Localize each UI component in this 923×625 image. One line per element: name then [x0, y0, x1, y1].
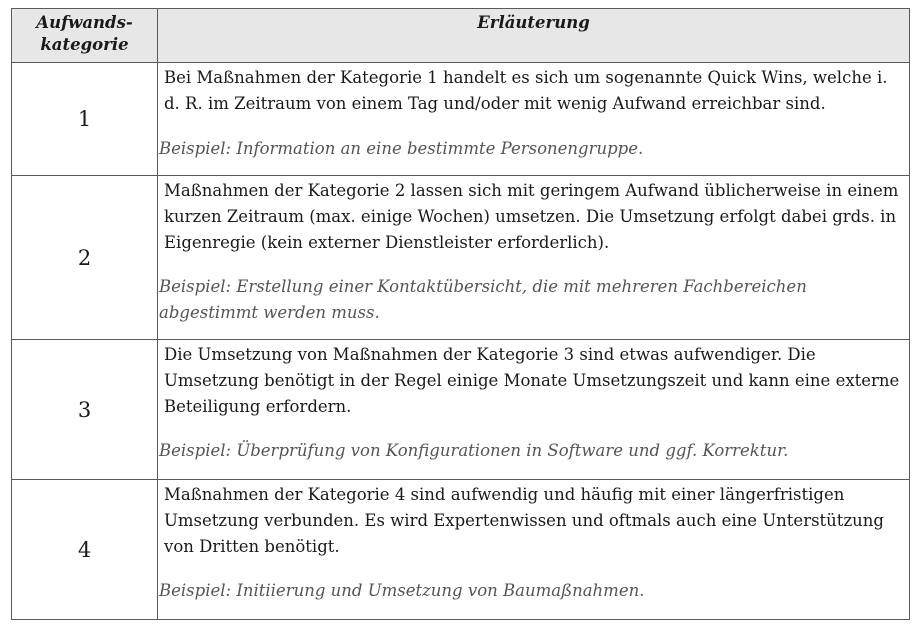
- explanation-cell: [158, 340, 910, 480]
- category-number: 1: [12, 63, 158, 176]
- explanation-cell: [158, 480, 910, 620]
- explanation-text: Bei Maßnahmen der Kategorie 1 handelt es sich um sogenannte Quick Wins, welche i. d. R. im Zeitraum von einem Tag und/oder mit wenig Aufwand erreichbar sind.: [164, 68, 888, 113]
- explanation-cell: [158, 176, 910, 340]
- explanation-cell: [158, 63, 910, 176]
- table-row: [12, 176, 910, 340]
- header-explanation: Erläuterung: [158, 9, 910, 63]
- explanation-text: Die Umsetzung von Maßnahmen der Kategorie 3 sind etwas aufwendiger. Die Umsetzung benötigt in der Regel einige Monate Umsetzungszeit und kann eine externe Beteiligung erfordern.: [164, 345, 900, 416]
- example-text: Beispiel: Information an eine bestimmte Personengruppe.: [159, 139, 644, 158]
- category-number: 4: [12, 480, 158, 620]
- category-number: 2: [12, 176, 158, 340]
- example-text: Beispiel: Überprüfung von Konfigurationen in Software und ggf. Korrektur.: [159, 441, 789, 460]
- table-row: [12, 63, 910, 176]
- explanation-text: Maßnahmen der Kategorie 4 sind aufwendig und häufig mit einer längerfristigen Umsetzung verbunden. Es wird Expertenwissen und oftmals auch eine Unterstützung von Dritten benötigt.: [164, 485, 884, 556]
- example-text: Beispiel: Erstellung einer Kontaktübersicht, die mit mehreren Fachbereichen abgestimmt werden muss.: [159, 277, 807, 322]
- example-text: Beispiel: Initiierung und Umsetzung von Baumaßnahmen.: [159, 581, 645, 600]
- table-header-row: [12, 9, 910, 63]
- explanation-text: Maßnahmen der Kategorie 2 lassen sich mit geringem Aufwand üblicherweise in einem kurzen Zeitraum (max. einige Wochen) umsetzen. Die Umsetzung erfolgt dabei grds. in Eigenregie (kein externer Dienstleister erforderlich).: [164, 181, 899, 252]
- header-category: Aufwands- kategorie: [12, 9, 158, 63]
- table-row: [12, 480, 910, 620]
- category-number: 3: [12, 340, 158, 480]
- table-row: [12, 340, 910, 480]
- effort-category-table: [11, 8, 910, 620]
